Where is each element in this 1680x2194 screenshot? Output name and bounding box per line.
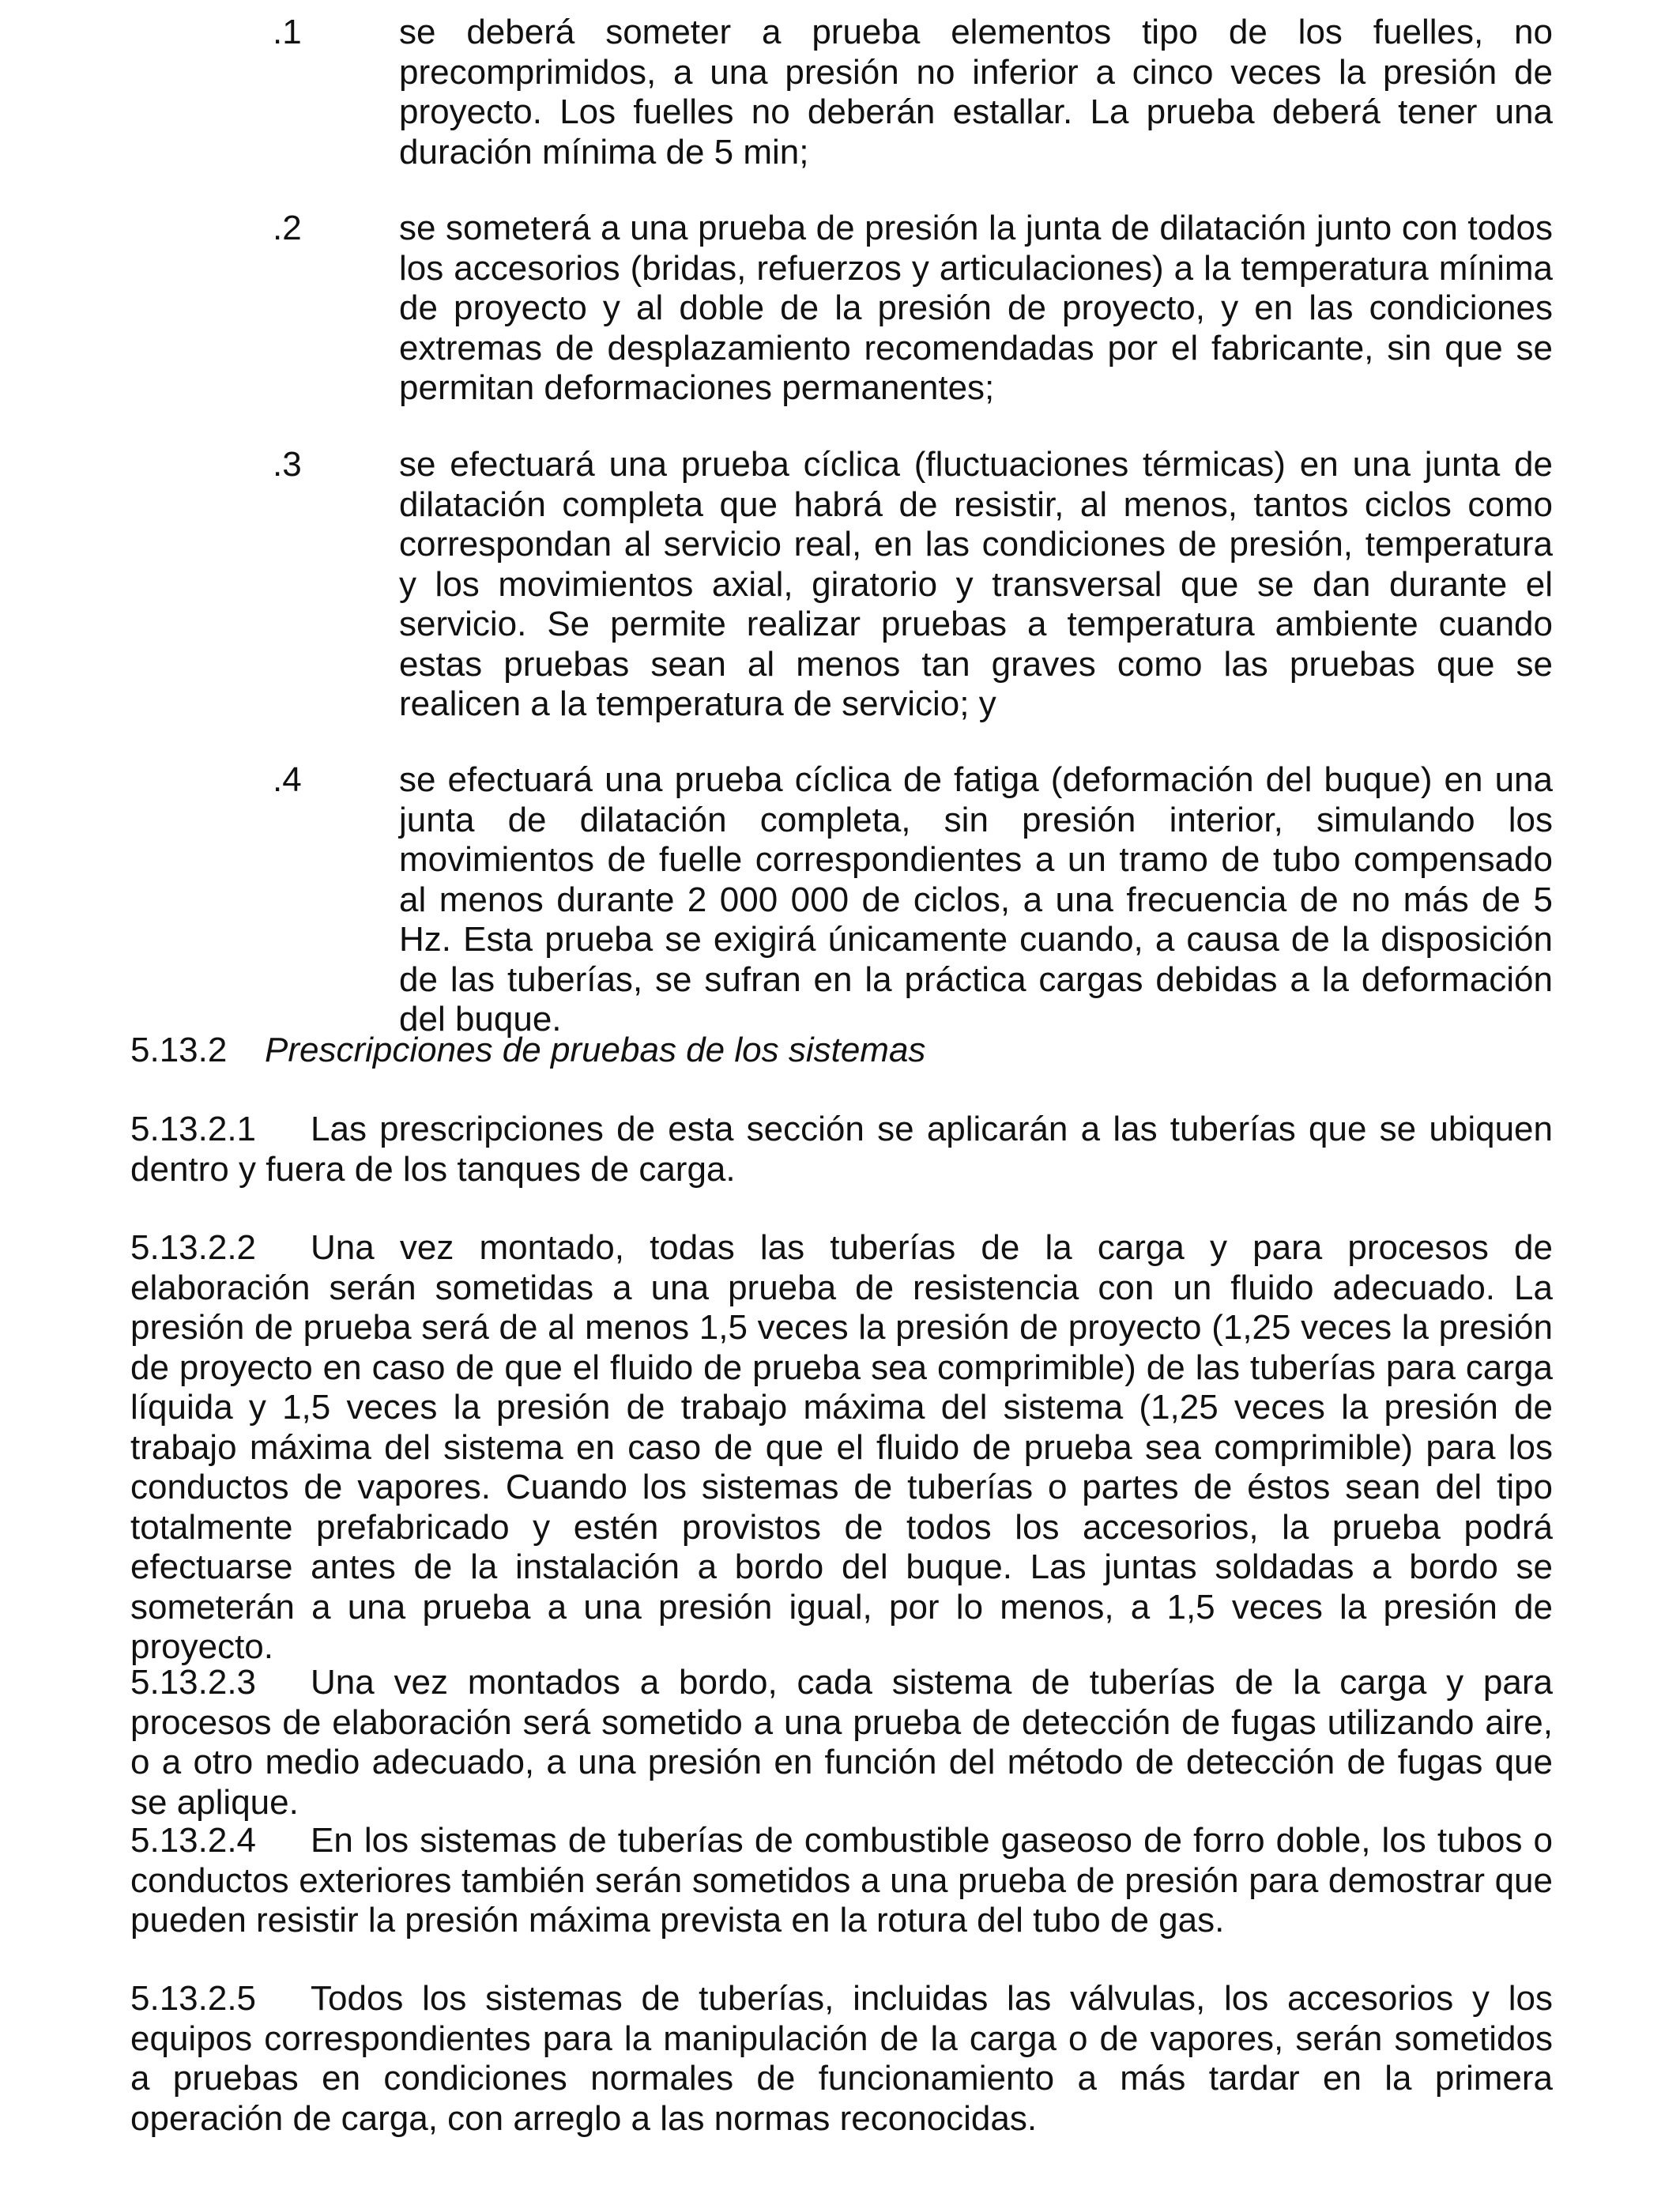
subsection-text: Las prescripciones de esta sección se aplicarán a las tuberías que se ubiquen dentro y fuera de los tanques de carga. <box>130 1110 1553 1189</box>
subsection-5-13-2-5 <box>130 1979 1553 2139</box>
subsection-number: 5.13.2.3 <box>130 1663 257 1702</box>
list-item-1 <box>130 13 1553 171</box>
item-text: se someterá a una prueba de presión la junta de dilatación junto con todos los accesorios (bridas, refuerzos y articulaciones) a la temperatura mínima de proyecto y al doble de la presión de proyecto, y en las condiciones extremas de desplazamiento recomendadas por el fabricante, sin que se permitan deformaciones permanentes; <box>399 209 1553 407</box>
subsection-text: Una vez montados a bordo, cada sistema de tuberías de la carga y para procesos de elaboración será sometido a una prueba de detección de fugas utilizando aire, o a otro medio adecuado, a una presión en función del método de detección de fugas que se aplique. <box>130 1663 1553 1822</box>
section-number: 5.13.2 <box>130 1031 228 1069</box>
item-number: .4 <box>273 760 302 799</box>
subsection-number: 5.13.2.5 <box>130 1979 257 2018</box>
item-number: .1 <box>273 13 302 51</box>
item-text: se deberá someter a prueba elementos tipo de los fuelles, no precomprimidos, a una presión no inferior a cinco veces la presión de proyecto. Los fuelles no deberán estallar. La prueba deberá tener una duración mínima de 5 min; <box>399 13 1553 172</box>
subsection-number: 5.13.2.4 <box>130 1821 257 1860</box>
item-number: .3 <box>273 445 302 484</box>
item-text: se efectuará una prueba cíclica (fluctuaciones térmicas) en una junta de dilatación completa que habrá de resistir, al menos, tantos ciclos como correspondan al servicio real, en las condiciones de presión, temperatura y los movimientos axial, giratorio y transversal que se dan durante el servicio. Se permite realizar pruebas a temperatura ambiente cuando estas pruebas sean al menos tan graves como las pruebas que se realicen a la temperatura de servicio; y <box>399 445 1553 723</box>
subsection-5-13-2-4 <box>130 1821 1553 1941</box>
item-number: .2 <box>273 209 302 247</box>
list-item-4 <box>130 760 1553 1039</box>
section-heading <box>130 1031 1553 1071</box>
subsection-number: 5.13.2.1 <box>130 1110 257 1148</box>
subsection-5-13-2-3 <box>130 1663 1553 1823</box>
subsection-5-13-2-2 <box>130 1228 1553 1668</box>
subsection-text: Una vez montado, todas las tuberías de la carga y para procesos de elaboración serán sometidas a una prueba de resistencia con un fluido adecuado. La presión de prueba será de al menos 1,5 veces la presión de proyecto (1,25 veces la presión de proyecto en caso de que el fluido de prueba sea comprimible) de las tuberías para carga líquida y 1,5 veces la presión de trabajo máxima del sistema (1,25 veces la presión de trabajo máxima del sistema en caso de que el fluido de prueba sea comprimible) para los conductos de vapores. Cuando los sistemas de tuberías o partes de éstos sean del tipo totalmente prefabricado y estén provistos de todos los accesorios, la prueba podrá efectuarse antes de la instalación a bordo del buque. Las juntas soldadas a bordo se someterán a una prueba a una presión igual, por lo menos, a 1,5 veces la presión de proyecto. <box>130 1228 1553 1666</box>
list-item-3 <box>130 445 1553 729</box>
section-title: Prescripciones de pruebas de los sistemas <box>265 1031 926 1069</box>
list-item-2 <box>130 209 1553 414</box>
subsection-number: 5.13.2.2 <box>130 1228 257 1267</box>
item-text: se efectuará una prueba cíclica de fatiga (deformación del buque) en una junta de dilatación completa, sin presión interior, simulando los movimientos de fuelle correspondientes a un tramo de tubo compensado al menos durante 2 000 000 de ciclos, a una frecuencia de no más de 5 Hz. Esta prueba se exigirá únicamente cuando, a causa de la disposición de las tuberías, se sufran en la práctica cargas debidas a la deformación del buque. <box>399 760 1553 1039</box>
subsection-5-13-2-1 <box>130 1110 1553 1189</box>
subsection-text: En los sistemas de tuberías de combustible gaseoso de forro doble, los tubos o conductos exteriores también serán sometidos a una prueba de presión para demostrar que pueden resistir la presión máxima prevista en la rotura del tubo de gas. <box>130 1821 1553 1940</box>
subsection-text: Todos los sistemas de tuberías, incluidas las válvulas, los accesorios y los equipos correspondientes para la manipulación de la carga o de vapores, serán sometidos a pruebas en condiciones normales de funcionamiento a más tardar en la primera operación de carga, con arreglo a las normas reconocidas. <box>130 1979 1553 2138</box>
